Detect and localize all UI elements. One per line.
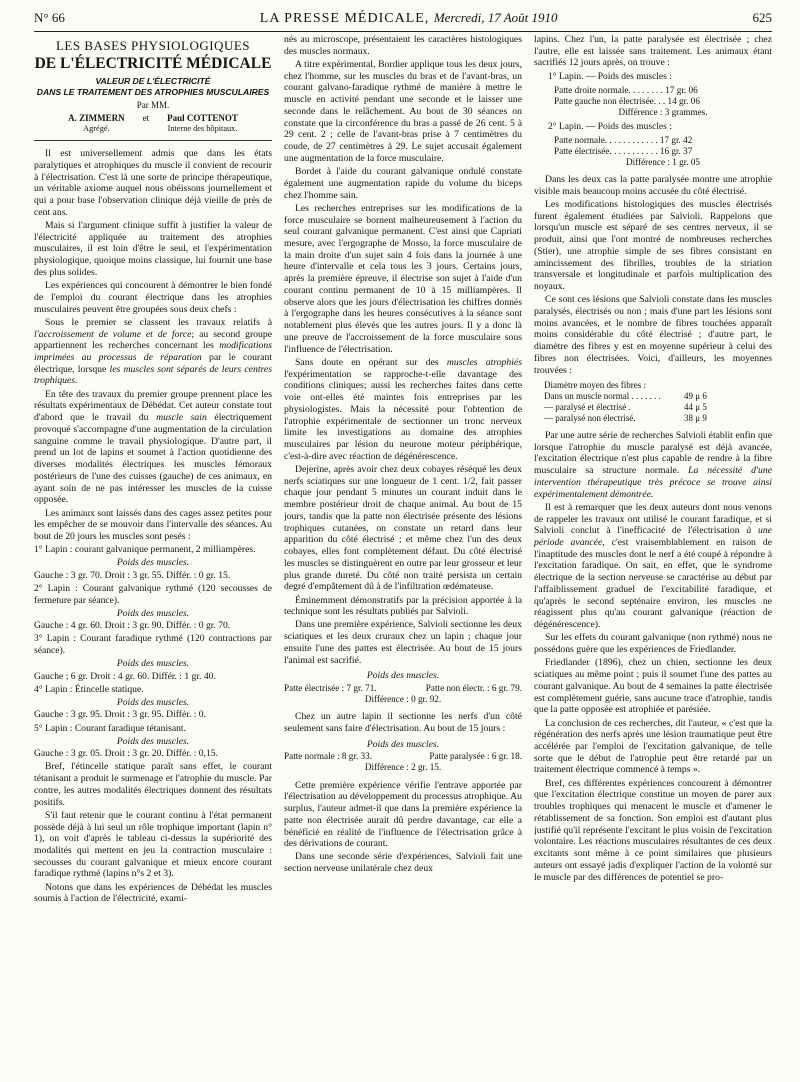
- paragraph: Ce sont ces lésions que Salvioli constate dans les muscles paralysés, électrisés ou non ; mais d'une part les lésions sont moins avancées, et le nombre de fibres touchées apparaît moins considérable du côté électrisé ; d'autre part, le diamètre des fibres y est en moyenne supérieur à celui des fibres non électrisées. Voici, d'ailleurs, les moyennes trouvées :: [534, 294, 772, 376]
- table-cell: Patte normale : 8 gr. 33.: [284, 751, 373, 762]
- results-table-2: [284, 739, 522, 774]
- paragraph: Les recherches entreprises sur les modifications de la force musculaire se bornent malheureusement à l'action du seul courant galvanique permanent. C'est ainsi que Capriati mesure, avec l'ergographe de Mosso, la force musculaire de la main droite d'un sujet sain 4 fois dans la journée à une heure d'intervalle et cela tous les 3 jours. Certains jours, après la première épreuve, il électrise son sujet à l'aide d'un courant continu permanent de 10 à 15 milliampères. Il observe alors que les jours d'électrisation les chiffres donnés à l'ergographe dans les heures consécutives à la séance sont notablement plus élevés que les autres jours. Il y a donc là une preuve de l'accroissement de la force musculaire sous l'influence de l'électrisation.: [284, 202, 522, 355]
- table-row: Patte normale. . . . . . . . . . . . 17 gr. 42: [554, 134, 693, 145]
- column-1: [34, 34, 272, 1082]
- table-row: [544, 391, 772, 402]
- article-columns: [34, 34, 772, 1082]
- experiment-label: 5° Lapin : Courant faradique tétanisant.: [34, 722, 186, 734]
- results-table-1: [284, 670, 522, 705]
- table-row: Patte électrisée. . . . . . . . . . . 16 gr. 37: [554, 145, 693, 156]
- paragraph: Bref, l'étincelle statique paraît sans effet, le courant tétanisant a produit le surmenage et l'atrophie du muscle. Par contre, les autres modalités électriques donnent des résultats positifs.: [34, 761, 272, 808]
- subtitle-line-1: VALEUR DE L'ÉLECTRICITÉ: [95, 76, 211, 87]
- text-run: Il est à remarquer que les deux auteurs dont nous venons de rappeler les travaux ont utilisé le courant faradique, et si Salvioli conclut à l'inefficacité de l'électrisation: [534, 501, 772, 537]
- text-run: ; au second groupe appartiennent les recherches concernant les: [34, 328, 272, 352]
- experiment-label: 1° Lapin : courant galvanique permanent, 2 milliampères.: [34, 544, 256, 556]
- italic-run: muscle sain: [156, 412, 207, 424]
- paragraph: S'il faut retenir que le courant continu à l'état permanent possède déjà à lui seul un rôle trophique important (lapin n° 1), on voit d'après le tableau ci-dessus la supériorité des modalités qui mettent en jeu la contraction musculaire : secousses du courant galvanique et mieux encore courant faradique rythmé (lapins n°s 2 et 3).: [34, 809, 272, 880]
- italic-run: l'accroissement de volume et de force: [34, 328, 192, 340]
- table-cell: — paralysé non électrisé.: [544, 413, 636, 424]
- table-row: [284, 751, 522, 762]
- experiment-result: Gauche ; 6 gr. Droit : 4 gr. 60. Différ. : 1 gr. 40.: [34, 670, 216, 682]
- table-cell: Patte électrisée : 7 gr. 71.: [284, 683, 377, 694]
- page-number-right: 625: [752, 10, 772, 25]
- text-run: Sans doute en opérant sur des: [295, 356, 447, 368]
- paragraph: [534, 502, 772, 631]
- table-difference: Différence : 0 gr. 92.: [364, 694, 442, 705]
- journal-title-line: [260, 10, 558, 27]
- par-mm: Par MM.: [136, 100, 170, 111]
- table-row: [284, 683, 522, 694]
- text-run: l'expérimentation se rapproche-t-elle davantage des conditions cliniques; aussi les recherches faites dans cette voie ont-elles été maintes fois entreprises par les physiologistes. Mais la nécessité pour l'obtention de l'atrophie expérimentale de sectionner un tronc nerveux limite les investigations au domaine des atrophies musculaires par lésion du neurone moteur périphérique, c'est-à-dire avec réaction de dégénérescence.: [284, 368, 522, 462]
- paragraph: Dans une seconde série d'expériences, Salvioli fait une section nerveuse unilatérale chez deux: [284, 851, 522, 875]
- experiment-result: Gauche : 3 gr. 05. Droit : 3 gr. 20. Différ. : 0,15.: [34, 748, 218, 760]
- experiment-result: Gauche : 4 gr. 60. Droit : 3 gr. 90. Différ. : 0 gr. 70.: [34, 620, 231, 632]
- table-cell: Patte paralysée : 6 gr. 18.: [429, 751, 522, 762]
- poids-heading: Poids des muscles.: [116, 607, 190, 619]
- paragraph: A titre expérimental, Bordier applique tous les deux jours, chez l'homme, sur les muscles du bras et de l'avant-bras, un courant galvano-faradique rythmé de manière à mettre le muscle en activité pendant une seconde et le laisser une seconde dans le relâchement. Au bout de 30 séances on constate que la circonférence du bras a passé de 26 cent. 5 à 29 cent. 2 ; celle de l'avant-bras prise à 7 centimètres du coude, de 27 centimètres à 29. Le sujet accusait également une augmentation de la force musculaire.: [284, 58, 522, 164]
- table-difference: Différence : 2 gr. 15.: [364, 762, 442, 773]
- table-cell: — paralysé et électrisé .: [544, 402, 631, 413]
- experiment-result: Gauche : 3 gr. 70. Droit : 3 gr. 55. Différ. : 0 gr. 15.: [34, 569, 231, 581]
- paragraph: Les animaux sont laissés dans des cages assez petites pour les empêcher de se mouvoir dans l'intervalle des séances. Au bout de 20 jours les muscles sont pesés :: [34, 507, 272, 543]
- text-run: En tête des travaux du premier groupe prennent place les résultats expérimentaux de Débédat. Cet auteur constate tout d'abord que le travail du: [34, 388, 272, 424]
- poids-heading: Poids des muscles.: [116, 696, 190, 708]
- table-row: Patte gauche non électrisée. . . 14 gr. 06: [554, 95, 700, 106]
- italic-run: muscles atrophiés: [446, 356, 522, 368]
- lapin-1-table: [554, 85, 772, 118]
- table-row: Patte droite normale. . . . . . . . 17 gr. 06: [554, 84, 698, 95]
- page-header: [34, 10, 772, 32]
- text-run: Par une autre série de recherches Salvioli établit enfin que lorsque l'atrophie du muscle paralysé est déjà avancée, l'excitation électrique n'est plus capable de rendre à la fibre musculaire sa structure normale.: [534, 429, 772, 477]
- experiment-label: 2° Lapin : Courant galvanique rythmé (120 secousses de fermeture par séance).: [34, 583, 272, 606]
- text-run: Sous le premier se classent les travaux relatifs à: [45, 316, 272, 328]
- table-difference: Différence : 3 grammes.: [618, 106, 708, 117]
- column-2: [284, 34, 522, 1082]
- table-difference: Différence : 1 gr. 05: [625, 156, 701, 167]
- paragraph: lapins. Chez l'un, la patte paralysée est électrisée ; chez l'autre, elle est laissée sans traitement. Les animaux étant sacrifiés 12 jours après, on trouve :: [534, 34, 772, 69]
- paragraph: [34, 389, 272, 506]
- paragraph: nés au microscope, présentaient les caractères histologiques des muscles normaux.: [284, 34, 522, 57]
- paragraph: Les modifications histologiques des muscles électrisés furent également étudiées par Salvioli. Rappelons que lorsqu'un muscle est séparé de ses centres nerveux, il se produit, ainsi que l'ont montré de nombreuses recherches (Stier), une atrophie simple de ses fibres consistant en amincissement des fibrilles, troubles de la striation transversale et longitudinale et parfois multiplication des noyaux.: [534, 198, 772, 293]
- author-join: et: [142, 113, 150, 124]
- paragraph: Éminemment démonstratifs par la précision apportée à la technique sont les résultats publiés par Salvioli.: [284, 594, 522, 618]
- text-run: électriquement provoqué s'accompagne d'une augmentation de la circulation sanguine comme le travail physiologique. D'autre part, il prend un lot de lapins et soumet à l'action quotidienne des diverses modalités électriques les muscles fémoraux postérieurs de l'une des cuisses (gauche) de ces animaux, en ayant soin de ne pas intéresser les muscles de la cuisse opposée.: [34, 412, 272, 506]
- paragraph: Dejerine, après avoir chez deux cobayes réséqué les deux nerfs sciatiques sur une longueur de 1 cent. 1/2, fait passer chaque jour pendant 5 minutes un courant induit dans le membre postérieur droit de chaque animal. Au bout de 15 jours, tandis que la patte non électrisée présente des lésions trophiques cutanées, on constate un retard dans leur apparition du côté électrisé ; et même chez l'un des deux cobayes, elles font complètement défaut. Du côté électrisé les muscles se distinguèrent en outre par leur grosseur et leur plus grande dureté. Du côté non traité persista un certain degré d'empâtement dû à de l'infiltration œdémateuse.: [284, 463, 522, 593]
- paragraph: Friedlander (1896), chez un chien, sectionne les deux sciatiques au même point ; puis il soumet l'une des pattes au courant galvanique. Au bout de 4 semaines la patte électrisée est complètement guérie, sans aucune trace d'atrophie, tandis que la patte opposée est atrophiée et parésiée.: [534, 657, 772, 716]
- author-1-role: Agrégé.: [83, 124, 110, 133]
- table-heading: Diamètre moyen des fibres :: [544, 380, 646, 391]
- italic-run: à une période avancée,: [534, 525, 772, 549]
- paragraph: Chez un autre lapin il sectionne les nerfs d'un côté seulement sans faire d'électrisation. Au bout de 15 jours :: [284, 711, 522, 734]
- experiment-result: Gauche : 3 gr. 95. Droit : 3 gr. 95. Différ. : 0.: [34, 709, 206, 721]
- experiment-label: 4° Lapin : Étincelle statique.: [34, 683, 144, 695]
- paragraph: [34, 317, 272, 387]
- paragraph: Dans les deux cas la patte paralysée montre une atrophie visible mais beaucoup moins accusée du côté électrisé.: [534, 173, 772, 197]
- paragraph: Cette première expérience vérifie l'entrave apportée par l'électrisation au développement du processus atrophique. Au surplus, l'auteur admet-il que dans la première expérience la patte non électrisée aurait dû perdre davantage, car elle a bénéficié en réalité de l'influence de l'électrisation grâce à des dérivations de courant.: [284, 779, 522, 850]
- paragraph: La conclusion de ces recherches, dit l'auteur, « c'est que la régénération des nerfs après une lésion traumatique peut être accélérée par l'emploi de l'excitation galvanique, de telle sorte que le début de l'atrophie peut être retardé par un traitement électrique commencé à temps ».: [534, 717, 772, 776]
- table-cell: 38 μ 9: [684, 413, 707, 424]
- paragraph: Il est universellement admis que dans les états paralytiques et atrophiques du muscle il convient de recourir à l'électrisation. C'est là une sorte de principe thérapeutique, un véritable axiome auquel nous obéissons journellement et qui a pour base l'observation clinique déjà vieille de près de cent ans.: [34, 148, 272, 218]
- author-1-name: A. ZIMMERN: [68, 113, 125, 124]
- table-cell: 44 μ 5: [684, 402, 707, 413]
- table-cell: Patte non électr. : 6 gr. 79.: [425, 683, 522, 694]
- fiber-diameter-table: [544, 380, 772, 424]
- lapin-1-heading: 1° Lapin. — Poids des muscles :: [548, 72, 672, 83]
- text-run: c'est vraisemblablement en raison de l'inaptitude des muscles dont le nerf a été coupé à répondre à l'excitation faradique. On sait, en effet, que le syndrome électrique de la section nerveuse se caractérise au début par l'affaiblissement graduel de l'excitabilité faradique, et qu'après le second septénaire environ, les muscles ne réagissent plus qu'au courant galvanique (réaction de dégénérescence).: [534, 537, 772, 631]
- italic-run: La nécessité d'une intervention thérapeutique très précoce se trouve ainsi expérimentalement démontrée.: [534, 465, 772, 500]
- article-title-block: [34, 34, 272, 141]
- paragraph: Notons que dans les expériences de Débédat les muscles soumis à l'action de l'électricité, exami-: [34, 881, 272, 905]
- experiment-label: 3° Lapin : Courant faradique rythmé (120 contractions par séance).: [34, 633, 272, 657]
- poids-heading: Poids des muscles.: [116, 658, 190, 670]
- title-line-1: LES BASES PHYSIOLOGIQUES: [55, 38, 251, 53]
- journal-name: LA PRESSE MÉDICALE,: [259, 11, 430, 26]
- table-row: [544, 402, 772, 413]
- author-2: [167, 113, 238, 134]
- issue-date: Mercredi, 17 Août 1910: [433, 10, 558, 25]
- table-cell: Dans un muscle normal . . . . . . .: [544, 391, 661, 402]
- title-line-2: DE L'ÉLECTRICITÉ MÉDICALE: [34, 54, 272, 72]
- text-run: par le courant électrique, lorsque: [34, 352, 272, 375]
- poids-heading: Poids des muscles.: [116, 557, 190, 569]
- table-row: [544, 413, 772, 424]
- poids-heading: Poids des muscles.: [116, 735, 190, 747]
- paragraph: Les expériences qui concourent à démontrer le bien fondé de l'emploi du courant électrique dans les atrophies musculaires peuvent être groupées sous deux chefs :: [34, 280, 272, 315]
- column-3: [534, 34, 772, 1082]
- table-cell: 49 μ 6: [684, 391, 707, 402]
- author-2-name: Paul COTTENOT: [167, 113, 238, 124]
- author-2-role: Interne des hôpitaux.: [167, 124, 238, 133]
- paragraph: Mais si l'argument clinique suffit à justifier la valeur de l'électricité appliquée au traitement des atrophies musculaires, il est loin d'être le seul, et l'expérimentation physiologique, quoique moins classique, lui fournit une base des plus solides.: [34, 219, 272, 278]
- paragraph: Dans une première expérience, Salvioli sectionne les deux sciatiques et les deux cruraux chez un lapin ; chaque jour ensuite l'une des pattes est électrisée. Au bout de 15 jours l'animal est sacrifié.: [284, 619, 522, 666]
- paragraph: [534, 430, 772, 500]
- poids-heading: Poids des muscles.: [366, 670, 440, 682]
- lapin-2-heading: 2° Lapin. — Poids des muscles :: [548, 122, 672, 133]
- paragraph: Bref, ces différentes expériences concourent à démontrer que l'excitation électrique constitue un moyen de parer aux troubles trophiques qui menacent le muscle et d'amener le rétablissement de sa fonction. Son emploi est d'autant plus justifié qu'il représente l'excitant le plus voisin de l'excitation volontaire. Les réactions musculaires résultantes de ces deux excitants sont même à ce point similaires que plusieurs auteurs ont essayé jadis d'expliquer l'action de la volonté sur le muscle par des différences de potentiel se pro-: [534, 777, 772, 883]
- paragraph: Bordet à l'aide du courant galvanique ondulé constate également une augmentation rapide du volume du biceps chez l'homme sain.: [284, 166, 522, 201]
- authors: [34, 113, 272, 134]
- subtitle-line-2: DANS LE TRAITEMENT DES ATROPHIES MUSCULAIRES: [36, 86, 270, 97]
- author-1: [68, 113, 125, 134]
- page-number-left: N° 66: [34, 10, 65, 25]
- italic-run: modifications imprimées au processus de réparation: [34, 340, 272, 364]
- paragraph: [284, 357, 522, 463]
- italic-run: les muscles sont séparés de leurs centres trophiques.: [34, 363, 272, 387]
- lapin-2-table: [554, 135, 772, 168]
- poids-heading: Poids des muscles.: [366, 738, 440, 750]
- paragraph: Sur les effets du courant galvanique (non rythmé) nous ne possédons guère que les expériences de Friedlander.: [534, 632, 772, 656]
